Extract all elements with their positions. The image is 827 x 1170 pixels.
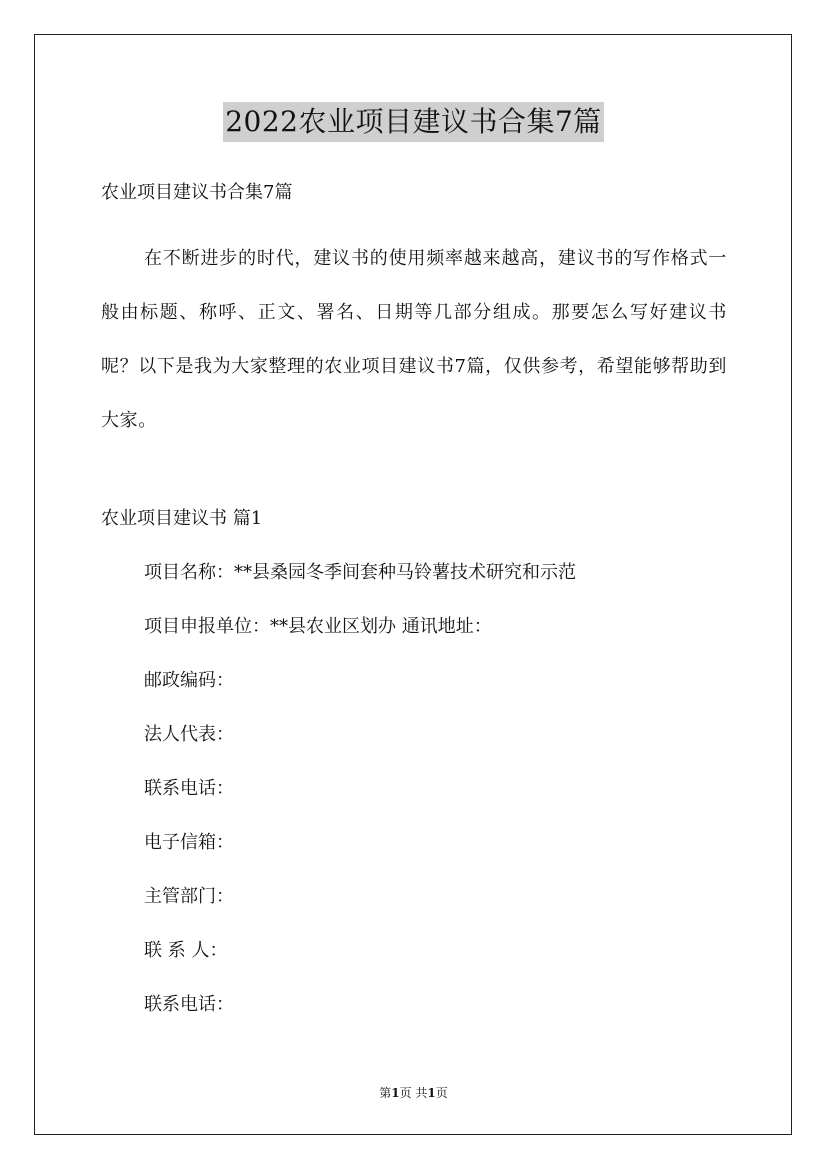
field-phone: 联系电话： (144, 778, 234, 799)
field-legal-representative: 法人代表： (144, 724, 234, 745)
field-email: 电子信箱： (144, 832, 234, 853)
document-title: 2022农业项目建议书合集7篇 (223, 102, 604, 142)
footer-page-prefix: 第 (379, 1086, 392, 1100)
field-project-name: 项目名称：**县桑园冬季间套种马铃薯技术研究和示范 (144, 562, 576, 583)
footer-page-number: 1 (391, 1086, 400, 1100)
page-footer (0, 1085, 827, 1101)
field-contact-person: 联 系 人： (144, 940, 228, 961)
field-postal-code: 邮政编码： (144, 670, 234, 691)
footer-page-suffix: 页 共 (399, 1086, 428, 1100)
intro-paragraph: 在不断进步的时代，建议书的使用频率越来越高，建议书的写作格式一般由标题、称呼、正文、署名、日期等几部分组成。那要怎么写好建议书呢？以下是我为大家整理的农业项目建议书7篇，仅供参考，希望能够帮助到大家。 (101, 248, 727, 431)
field-department: 主管部门： (144, 886, 234, 907)
title-container (0, 102, 827, 142)
footer-total-suffix: 页 (435, 1086, 448, 1100)
footer-total-pages: 1 (427, 1086, 436, 1100)
field-applicant-unit: 项目申报单位：**县农业区划办 通讯地址： (144, 616, 492, 637)
section-heading: 农业项目建议书 篇1 (101, 508, 263, 529)
document-subtitle: 农业项目建议书合集7篇 (101, 182, 293, 203)
field-contact-phone: 联系电话： (144, 994, 234, 1015)
